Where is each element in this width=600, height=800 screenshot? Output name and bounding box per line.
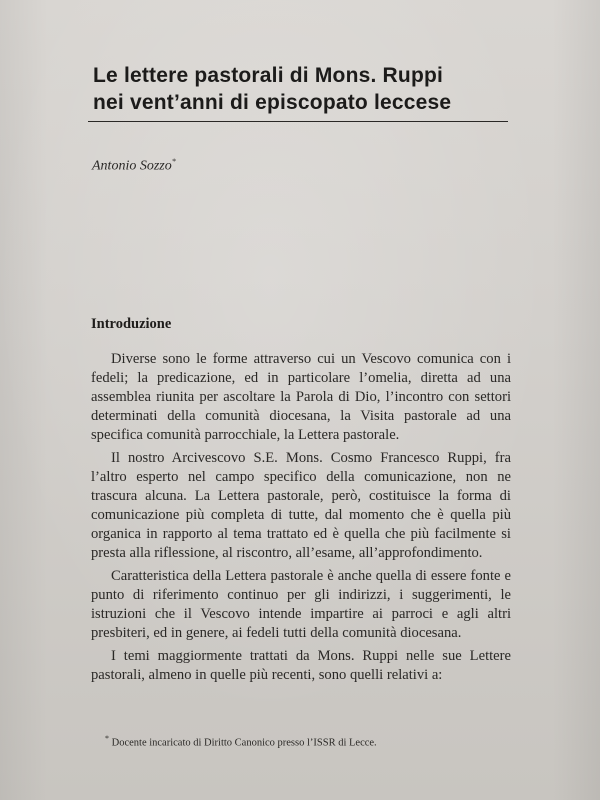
footnote-mark: * xyxy=(105,734,109,743)
title-line-1: Le lettere pastorali di Mons. Ruppi xyxy=(93,64,444,87)
article-title xyxy=(93,62,513,116)
author-footnote-mark: * xyxy=(171,157,176,166)
section-heading: Introduzione xyxy=(91,316,172,332)
paragraph-3: Caratteristica della Lettera pastorale è anche quella di essere fonte e punto di riferimento continuo per gli indirizzi, i suggerimenti, le istruzioni che il Vescovo intende impartire ai parroci e agli altri presbiteri, ed in genere, ai fedeli tutti della comunità diocesana. xyxy=(91,568,511,641)
title-underline xyxy=(88,121,508,122)
paragraph-4: I temi maggiormente trattati da Mons. Ruppi nelle sue Lettere pastorali, almeno in quelle più recenti, sono quelli relativi a: xyxy=(91,648,511,683)
title-line-2: nei vent’anni di episcopato leccese xyxy=(93,91,452,114)
paragraph-1: Diverse sono le forme attraverso cui un Vescovo comunica con i fedeli; la predicazione, ed in particolare l’omelia, diretta ad una assemblea riunita per ascoltare la Parola di Dio, l’incontro con settori determinati della comunità diocesana, la Visita pastorale ad una specifica comunità parrocchiale, la Lettera pastorale. xyxy=(91,351,511,443)
paragraph-2: Il nostro Arcivescovo S.E. Mons. Cosmo Francesco Ruppi, fra l’altro esperto nel campo specifico della comunicazione, non ne trascura alcuna. La Lettera pastorale, però, costituisce la forma di comunicazione più completa di tutte, dal momento che è quella più organica in rapporto al tema trattato ed è quella che più facilmente si presta alla riflessione, al riscontro, all’esame, all’approfondimento. xyxy=(91,450,511,561)
body-text xyxy=(91,350,511,689)
footnote xyxy=(105,734,377,749)
footnote-text: Docente incaricato di Diritto Canonico presso l’ISSR di Lecce. xyxy=(111,737,377,749)
author-text: Antonio Sozzo xyxy=(92,158,172,174)
author-name xyxy=(92,157,176,175)
